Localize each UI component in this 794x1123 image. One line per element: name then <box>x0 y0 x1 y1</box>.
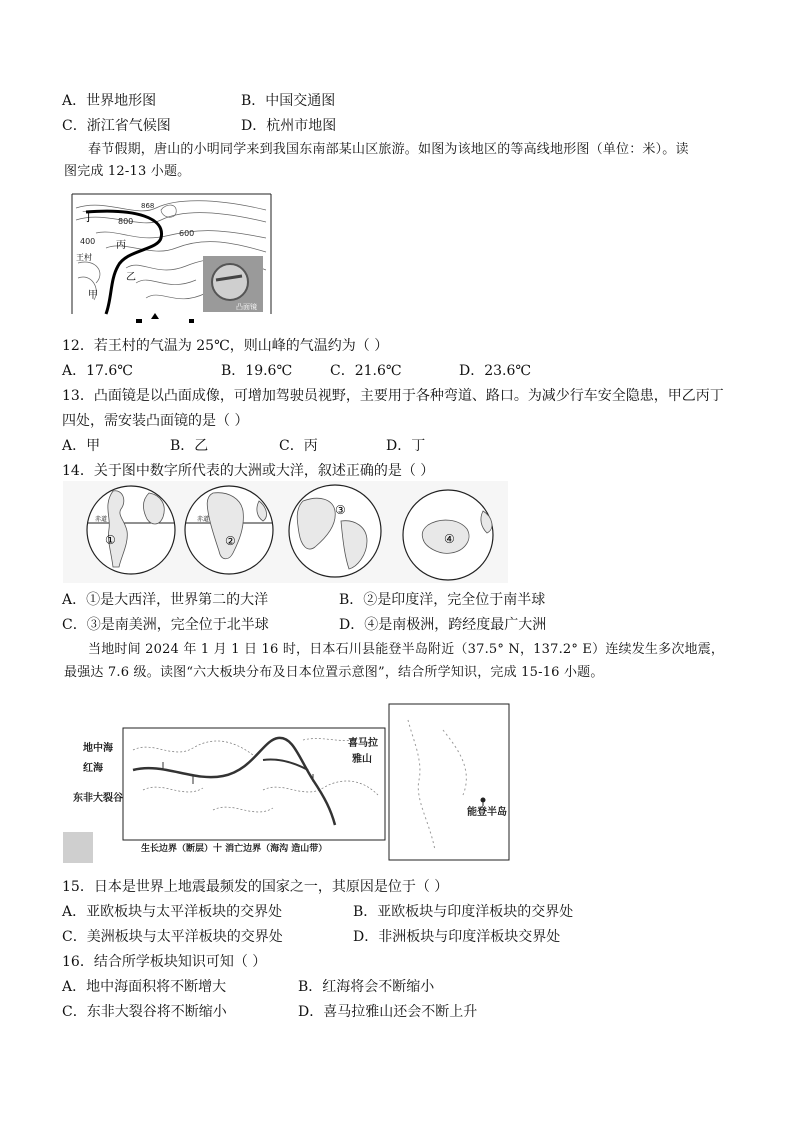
q16-option-a: A．地中海面积将不断增大 <box>62 979 227 995</box>
label-mediterranean: 地中海 <box>83 743 113 754</box>
q14-option-d: D．④是南极洲，跨经度最广大洲 <box>339 617 547 633</box>
q16-option-b: B．红海将会不断缩小 <box>298 979 435 995</box>
label-east-african-rift: 东非大裂谷 <box>73 793 123 804</box>
label-inset: 凸面镜 <box>236 303 257 311</box>
label-himalaya-1: 喜马拉 <box>348 738 378 749</box>
q16-option-d: D．喜马拉雅山还会不断上升 <box>298 1004 478 1020</box>
q11-option-b: B．中国交通图 <box>241 93 336 109</box>
equator-label-2: 赤道 <box>197 516 210 523</box>
q14-option-c: C．③是南美洲，完全位于北半球 <box>62 617 269 633</box>
plate-map-figure <box>63 700 513 863</box>
q12-option-c: C．21.6℃ <box>330 363 402 379</box>
q16-option-c: C．东非大裂谷将不断缩小 <box>62 1004 227 1020</box>
label-800: 800 <box>118 217 134 226</box>
passage-12-13-line1: 春节假期，唐山的小明同学来到我国东南部某山区旅游。如图为该地区的等高线地形图（单位：米）。读 <box>88 142 689 157</box>
q13-option-a: A．甲 <box>62 438 101 454</box>
label-noto-peninsula: 能登半岛 <box>467 807 507 818</box>
q15-stem: 15．日本是世界上地震最频发的国家之一，其原因是位于（ ） <box>62 879 449 895</box>
q15-option-b: B．亚欧板块与印度洋板块的交界处 <box>353 904 574 920</box>
globe-number-1: ① <box>105 533 116 547</box>
equator-label-1: 赤道 <box>95 516 108 523</box>
label-himalaya-2: 雅山 <box>352 754 372 765</box>
q12-option-b: B．19.6℃ <box>221 363 293 379</box>
q15-option-a: A．亚欧板块与太平洋板块的交界处 <box>62 904 283 920</box>
q11-option-d: D．杭州市地图 <box>241 118 337 134</box>
globe-number-2: ② <box>225 534 236 548</box>
q13-option-d: D．丁 <box>386 438 426 454</box>
passage-15-16-line1: 当地时间 2024 年 1 月 1 日 16 时，日本石川县能登半岛附近（37.5° N，137.2° E）连续发生多次地震， <box>88 642 725 657</box>
q13-option-b: B．乙 <box>170 438 209 454</box>
label-yi: 乙 <box>126 272 136 283</box>
passage-12-13-line2: 图完成 12-13 小题。 <box>64 164 191 179</box>
q13-stem-line1: 13．凸面镜是以凸面成像，可增加驾驶员视野，主要用于各种弯道、路口。为减少行车安全隐患，甲乙丙丁 <box>62 388 724 404</box>
q15-option-c: C．美洲板块与太平洋板块的交界处 <box>62 929 283 945</box>
q11-option-a: A．世界地形图 <box>62 93 157 109</box>
q12-option-a: A．17.6℃ <box>62 363 133 379</box>
passage-15-16-line2: 最强达 7.6 级。读图“六大板块分布及日本位置示意图”，结合所学知识，完成 15-16 小题。 <box>64 665 604 680</box>
globe-number-3: ③ <box>335 503 346 517</box>
label-ding: 丁 <box>82 210 96 225</box>
label-red-sea: 红海 <box>83 763 103 774</box>
q12-stem: 12．若王村的气温为 25℃，则山峰的气温约为（ ） <box>62 338 389 354</box>
label-bing: 丙 <box>116 240 126 251</box>
globe-number-4: ④ <box>444 532 455 546</box>
q14-option-b: B．②是印度洋，完全位于南半球 <box>339 592 546 608</box>
label-jia: 甲 <box>88 290 98 301</box>
globe-1 <box>87 486 175 574</box>
contour-map-figure <box>66 188 281 326</box>
q13-stem-line2: 四处，需安装凸面镜的是（ ） <box>62 413 249 429</box>
q12-option-d: D．23.6℃ <box>459 363 532 379</box>
globes-figure <box>63 481 508 583</box>
q11-option-c: C．浙江省气候图 <box>62 118 171 134</box>
q14-stem: 14．关于图中数字所代表的大洲或大洋，叙述正确的是（ ） <box>62 463 435 479</box>
plate-map-legend: 生长边界（断层）十 消亡边界（海沟 造山带） <box>141 844 328 854</box>
label-600: 600 <box>179 229 195 238</box>
q14-option-a: A．①是大西洋，世界第二的大洋 <box>62 592 269 608</box>
label-village: 王村 <box>76 253 92 262</box>
label-868: 868 <box>141 202 155 210</box>
q16-stem: 16．结合所学板块知识可知（ ） <box>62 954 267 970</box>
label-400: 400 <box>80 237 96 246</box>
q15-option-d: D．非洲板块与印度洋板块交界处 <box>353 929 561 945</box>
q13-option-c: C．丙 <box>279 438 318 454</box>
